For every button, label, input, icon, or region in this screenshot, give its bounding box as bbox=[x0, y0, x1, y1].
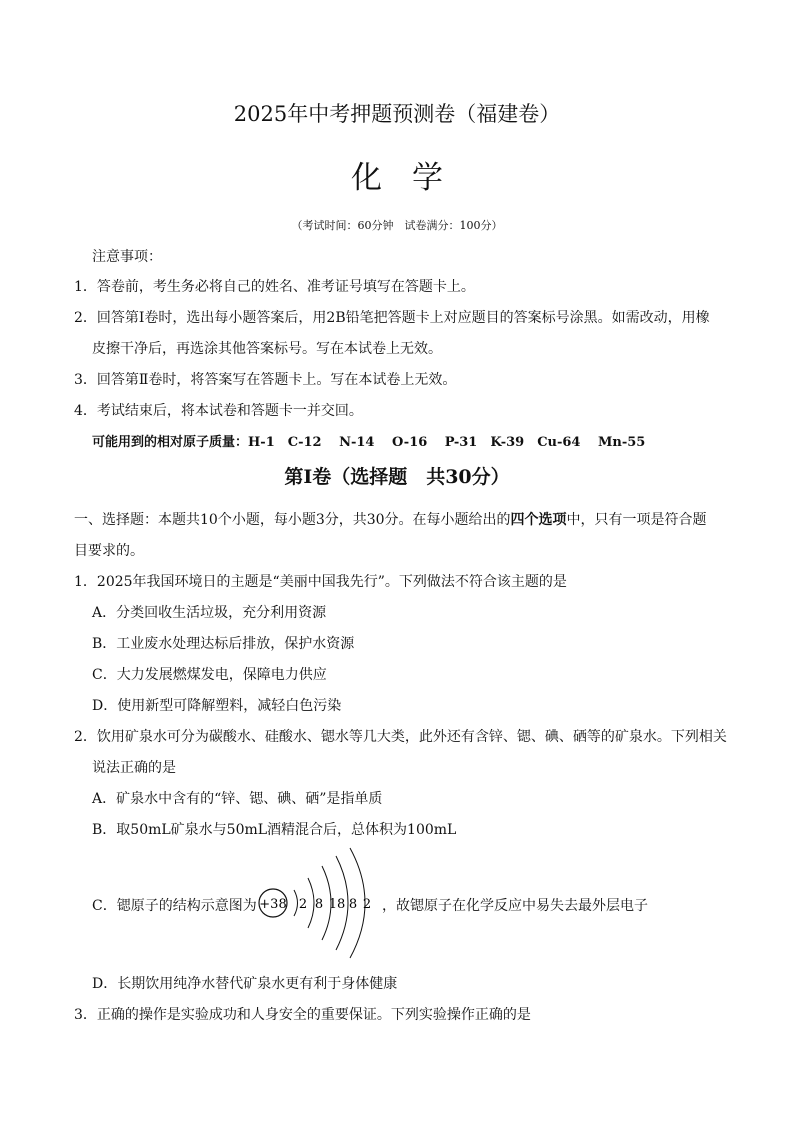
instruction-text: 一、选择题：本题共10个小题，每小题3分，共30分。在每小题给出的 bbox=[74, 512, 511, 528]
q1-option-a: A．分类回收生活垃圾，充分利用资源 bbox=[92, 605, 327, 621]
atomic-mass-label: 可能用到的相对原子质量： bbox=[92, 435, 249, 450]
instruction-text: 中，只有一项是符合题 bbox=[566, 512, 707, 528]
nucleus-charge: +38 bbox=[259, 897, 287, 912]
section-instruction bbox=[74, 509, 707, 529]
note-item: 3．回答第Ⅱ卷时，将答案写在答题卡上。写在本试卷上无效。 bbox=[74, 372, 457, 388]
shell-electrons: 18 bbox=[328, 897, 346, 912]
q1-option-c: C．大力发展燃煤发电，保障电力供应 bbox=[92, 667, 327, 683]
paper-title: 2025年中考押题预测卷（福建卷） bbox=[233, 102, 561, 126]
question-3-stem: 3．正确的操作是实验成功和人身安全的重要保证。下列实验操作正确的是 bbox=[74, 1007, 531, 1023]
q2-option-b: B．取50mL矿泉水与50mL酒精混合后，总体积为100mL bbox=[92, 822, 457, 838]
q2-option-c-text-cont: ，故锶原子在化学反应中易失去最外层电子 bbox=[382, 898, 648, 914]
question-1-stem: 1．2025年我国环境日的主题是“美丽中国我先行”。下列做法不符合该主题的是 bbox=[74, 574, 567, 590]
shell-electrons: 2 bbox=[298, 897, 308, 912]
q2-option-d: D．长期饮用纯净水替代矿泉水更有利于身体健康 bbox=[92, 976, 398, 992]
note-item: 皮擦干净后，再选涂其他答案标号。写在本试卷上无效。 bbox=[92, 341, 442, 357]
q1-option-d: D．使用新型可降解塑料，减轻白色污染 bbox=[92, 698, 342, 714]
atomic-masses bbox=[92, 431, 645, 450]
note-item: 2．回答第Ⅰ卷时，选出每小题答案后，用2B铅笔把答题卡上对应题目的答案标号涂黑。如需改动，用橡 bbox=[74, 310, 710, 326]
section-instruction-cont: 目要求的。 bbox=[74, 543, 144, 559]
strontium-atom-structure-diagram bbox=[256, 844, 386, 964]
question-2-stem-cont: 说法正确的是 bbox=[92, 760, 176, 776]
q2-option-a: A．矿泉水中含有的“锌、锶、碘、硒”是指单质 bbox=[92, 791, 383, 807]
shell-electrons: 2 bbox=[362, 897, 372, 912]
notes-heading: 注意事项： bbox=[92, 249, 162, 265]
subject-title: 化学 bbox=[351, 160, 473, 196]
shell-arc bbox=[308, 878, 314, 928]
shell-arc bbox=[294, 890, 298, 916]
shell-electrons: 8 bbox=[348, 897, 358, 912]
note-item: 1．答卷前，考生务必将自己的姓名、准考证号填写在答题卡上。 bbox=[74, 279, 475, 295]
atomic-mass-values: H-1 C-12 N-14 O-16 P-31 K-39 Cu-64 Mn-55 bbox=[248, 435, 646, 450]
question-2-stem: 2．饮用矿泉水可分为碳酸水、硅酸水、锶水等几大类，此外还有含锌、锶、碘、硒等的矿泉水。下列相关 bbox=[74, 729, 727, 745]
section-heading: 第Ⅰ卷（选择题 共30分） bbox=[284, 466, 510, 488]
q1-option-b: B．工业废水处理达标后排放，保护水资源 bbox=[92, 636, 355, 652]
exam-info: （考试时间：60分钟 试卷满分：100分） bbox=[291, 219, 503, 232]
q2-option-c-text: C．锶原子的结构示意图为 bbox=[92, 898, 257, 914]
shell-electrons: 8 bbox=[314, 897, 324, 912]
instruction-emphasis: 四个选项 bbox=[510, 512, 567, 528]
note-item: 4．考试结束后，将本试卷和答题卡一并交回。 bbox=[74, 403, 363, 419]
